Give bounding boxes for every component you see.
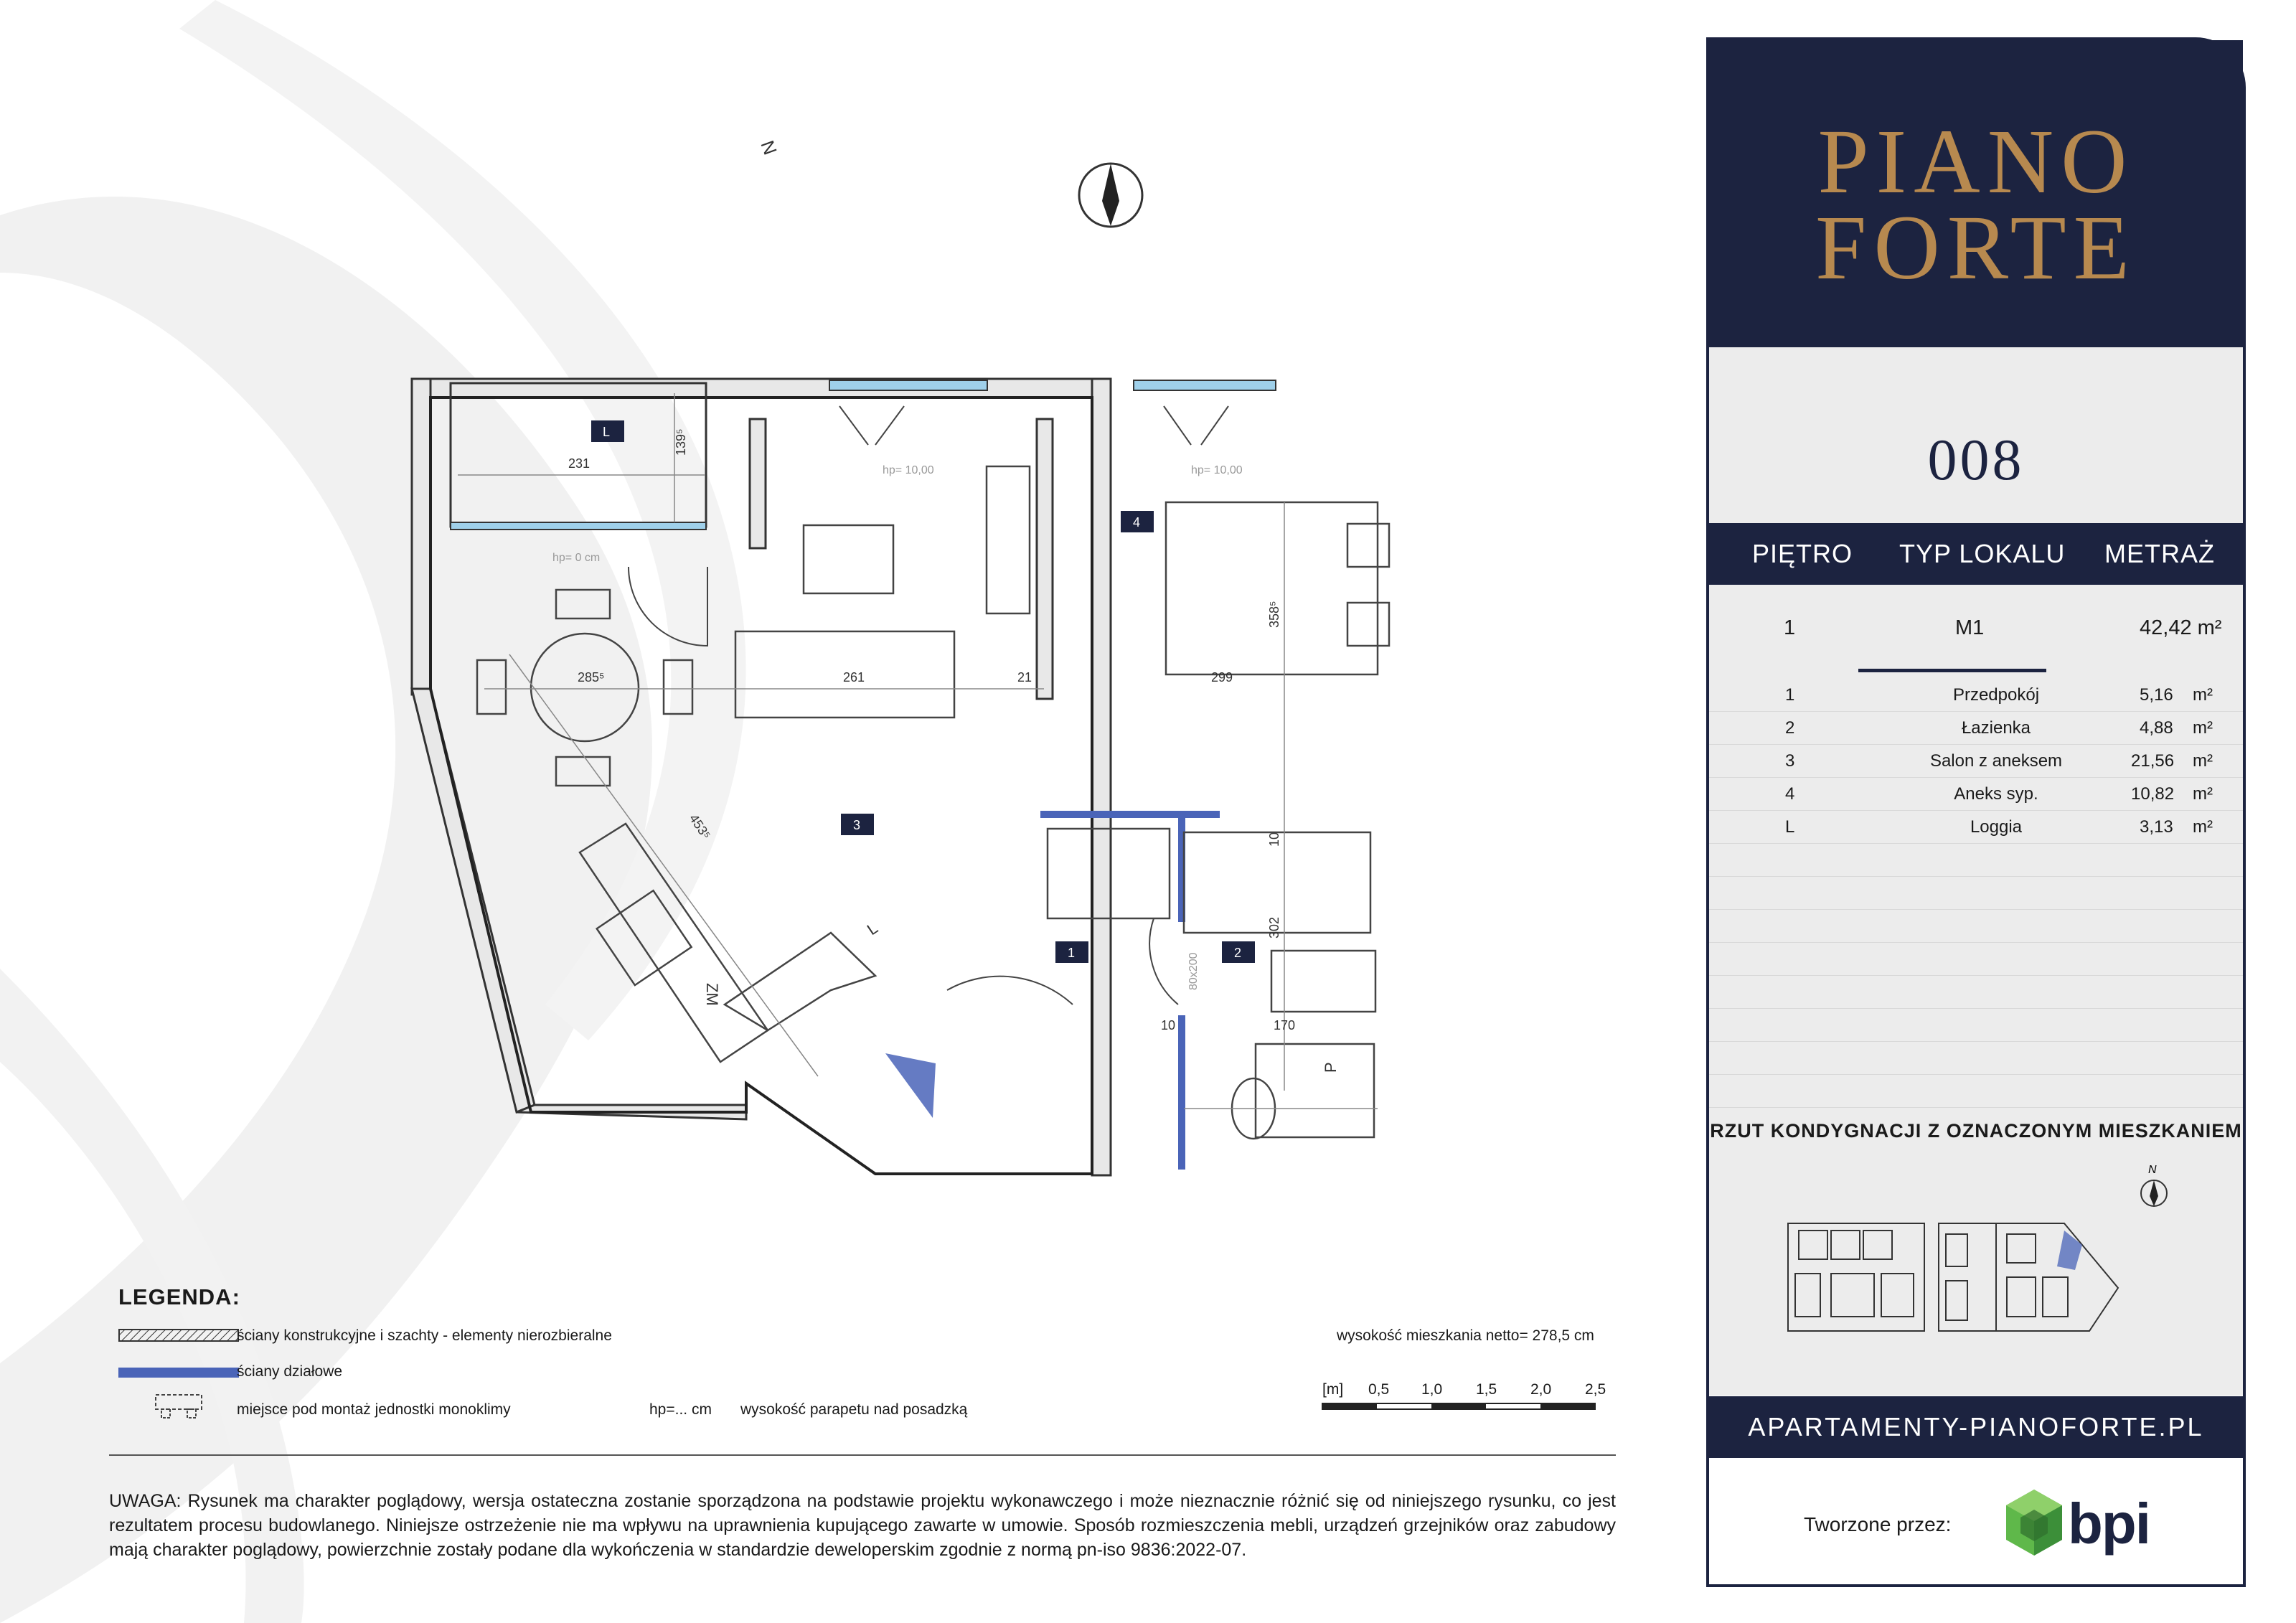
room-unit: m² [2193, 751, 2213, 771]
room-id: L [1785, 817, 1795, 837]
room-row [1709, 810, 2243, 844]
created-by-label: Tworzone przez: [1804, 1513, 1952, 1535]
building-key-plan [1781, 1152, 2183, 1367]
room-badge-hallway [1055, 941, 1088, 963]
logo-header [1709, 40, 2243, 347]
dim-loggia-depth: 139⁵ [674, 428, 688, 456]
bpi-cube-logo-icon [2003, 1488, 2065, 1557]
disclaimer-note: UWAGA: Rysunek ma charakter poglądowy, wersja ostateczna zostanie sporządzona na podstawie projektu wykonawczego i może nieznacznie różnić się od niniejszego rysunku, co jest rezultatem procesu budowlanego. Niniejsze ostrzeżenie nie ma wpływu na uprawnienia kupującego zawarte w umowie. Sposób rozmieszczenia mebli, urządzeń grzejników oraz zabudowy mają charakter poglądowy, powierzchnie zostały podane dla wykończenia w standardzie deweloperskim zgodnie z normą pn-iso 9836:2022-07. [109, 1491, 1616, 1560]
svg-text:4: 4 [1133, 515, 1141, 530]
divider [109, 1454, 1616, 1456]
logo-line2: FORTE [1815, 197, 2137, 298]
dim-sill-height: hp= 0 cm [552, 552, 601, 564]
legend-hp-key: hp=... cm [649, 1401, 712, 1418]
dim-sill-height: hp= 10,00 [1191, 464, 1243, 476]
entrance-arrow-icon [885, 1053, 936, 1118]
header-floor: PIĘTRO [1752, 539, 1853, 568]
dim-wall: 10 [1161, 1018, 1176, 1032]
value-underline [1858, 669, 2046, 672]
unit-header-row [1709, 523, 2243, 585]
value-area: 42,42 m² [2140, 616, 2222, 639]
value-floor: 1 [1784, 616, 1796, 639]
dim-sill-height: hp= 10,00 [883, 464, 934, 476]
website-link[interactable]: APARTAMENTY-PIANOFORTE.PL [1709, 1396, 2243, 1458]
floor-plan-title: RZUT KONDYGNACJI Z OZNACZONYM MIESZKANIEM [1710, 1120, 2242, 1142]
value-type: M1 [1955, 616, 1985, 639]
dim-bedroom-depth: 358⁵ [1267, 601, 1281, 628]
room-row [1709, 777, 2243, 811]
unit-values-row [1709, 585, 2243, 678]
highlighted-apartment [2057, 1231, 2082, 1270]
room-area: 21,56 [2131, 751, 2175, 771]
room-name: Aneks syp. [1954, 784, 2038, 804]
room-id: 1 [1785, 685, 1795, 705]
fixture-l: L [863, 918, 881, 939]
room-unit: m² [2193, 718, 2213, 738]
dim-wall: 10 [1267, 832, 1281, 847]
room-row [1709, 711, 2243, 745]
scale-unit: [m] [1322, 1381, 1344, 1398]
loggia-room [451, 383, 706, 527]
legend-title: LEGENDA: [118, 1284, 240, 1309]
room-badge-bathroom [1222, 941, 1255, 963]
room-id: 4 [1785, 784, 1795, 804]
dim-door-size: 80x200 [1187, 952, 1200, 990]
room-badge-bedroom [1121, 511, 1154, 532]
doors [629, 406, 1228, 1005]
dim-salon-width-2: 261 [843, 670, 865, 685]
dim-salon-width: 285⁵ [578, 670, 605, 685]
room-name: Przedpokój [1952, 685, 2040, 705]
room-area: 3,13 [2140, 817, 2173, 837]
room-area: 5,16 [2140, 685, 2173, 705]
info-panel [1706, 37, 2246, 1587]
svg-text:N: N [2148, 1164, 2157, 1176]
svg-text:1: 1 [1068, 946, 1076, 960]
net-height: wysokość mieszkania netto= 278,5 cm [1337, 1327, 1594, 1344]
dim-diagonal: 453⁵ [686, 812, 714, 842]
aircon-icon [154, 1393, 204, 1422]
furniture [477, 466, 1389, 1139]
room-unit: m² [2193, 685, 2213, 705]
svg-text:L: L [603, 425, 611, 439]
scale-tick: 2,0 [1530, 1381, 1552, 1398]
dim-bathroom-width: 170 [1274, 1018, 1296, 1032]
rooms-table [1709, 678, 2243, 1396]
scale-tick: 1,0 [1421, 1381, 1443, 1398]
dim-loggia-width: 231 [568, 456, 591, 471]
fixture-p: P [1322, 1062, 1340, 1073]
room-id: 2 [1785, 718, 1795, 738]
north-label: N [756, 137, 781, 158]
room-row [1709, 678, 2243, 712]
unit-number-band [1709, 347, 2243, 523]
north-arrow-icon [2141, 1164, 2167, 1206]
unit-number: 008 [1927, 427, 2025, 492]
room-row [1709, 744, 2243, 778]
window [829, 380, 987, 390]
legend-hp-desc: wysokość parapetu nad posadzką [740, 1401, 968, 1418]
dim-bathroom-depth: 302 [1267, 916, 1281, 938]
legend-item-partition: ściany działowe [237, 1363, 343, 1380]
room-area: 10,82 [2131, 784, 2175, 804]
room-badge-loggia [591, 420, 624, 442]
legend-item-aircon: miejsce pod montaż jednostki monoklimy [237, 1401, 511, 1418]
room-name: Łazienka [1961, 718, 2031, 738]
structural-wall-swatch [118, 1327, 240, 1343]
north-arrow-icon [1079, 164, 1142, 227]
scale-tick: 1,5 [1476, 1381, 1497, 1398]
svg-text:2: 2 [1234, 946, 1242, 960]
header-type: TYP LOKALU [1899, 539, 2066, 568]
room-id: 3 [1785, 751, 1795, 771]
partition-wall-swatch [118, 1368, 239, 1378]
dim-wall: 21 [1017, 670, 1032, 685]
developer-logo: bpi [2068, 1492, 2150, 1556]
svg-text:3: 3 [853, 818, 861, 832]
scale-tick: 0,5 [1368, 1381, 1390, 1398]
logo-line1: PIANO [1817, 110, 2135, 212]
scale-bar [1322, 1402, 1602, 1412]
kitchen-counter [580, 824, 875, 1062]
window [1134, 380, 1276, 390]
room-name: Loggia [1970, 817, 2023, 837]
fixture-zm: ZM [703, 983, 721, 1006]
room-unit: m² [2193, 817, 2213, 837]
scale-tick: 2,5 [1585, 1381, 1606, 1398]
room-area: 4,88 [2140, 718, 2173, 738]
room-badge-salon [841, 814, 874, 835]
room-name: Salon z aneksem [1929, 751, 2063, 771]
header-area: METRAŻ [2104, 539, 2215, 568]
legend-item-structural: ściany konstrukcyjne i szachty - elementy nierozbieralne [237, 1327, 612, 1344]
apartment-floor-plan [402, 137, 1435, 1191]
dim-bedroom-width: 299 [1211, 670, 1233, 685]
room-unit: m² [2193, 784, 2213, 804]
